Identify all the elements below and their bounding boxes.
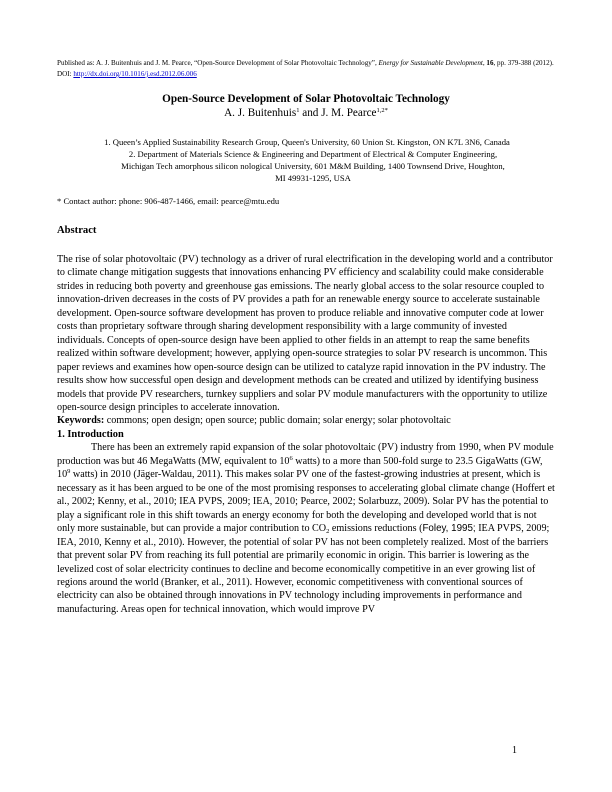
intro-sup-2: 9 — [67, 468, 71, 476]
keywords-list: commons; open design; open source; public domain; solar energy; solar photovoltaic — [104, 415, 451, 427]
affiliation-2-line-2: Michigan Tech amorphous silicon nological University, 601 M&M Building, 1400 Townsend Drive, Houghton, — [121, 161, 505, 171]
citation-volume: 16 — [486, 59, 494, 67]
citation-sep: , — [482, 59, 487, 67]
citation-journal: Energy for Sustainable Development — [378, 59, 483, 67]
intro-text-2: watts) to a more than 500-fold surge to 23.5 GigaWatts (GW, 10 — [57, 455, 543, 481]
intro-sup-1: 6 — [289, 454, 293, 462]
citation-prefix: Published as: A. J. Buitenhuis and J. M. Pearce, “Open-Source Development of Solar Photovoltaic Technology”, — [57, 59, 379, 67]
affiliation-2-line-3: MI 49931-1295, USA — [275, 173, 351, 183]
intro-citation-foley: Foley, 1995; — [422, 523, 476, 535]
page-number: 1 — [512, 745, 517, 756]
author-1: A. J. Buitenhuis — [224, 107, 297, 119]
citation-pages: , pp. 379-388 (2012). DOI: — [57, 59, 554, 78]
introduction-paragraph — [57, 441, 556, 616]
intro-text-3: watts) in 2010 (Jäger-Waldau, 2011). This makes solar PV one of the fastest-growing industries at present, which is necessary as it has been argued to be one of the most promising responses to accelerating global climate change (Hoffert et al., 2002; Kenny, et al., 2010; IEA PVPS, 2009; IEA, 2010; Pearce, 2002; Solarbuzz, 2009). Solar PV has the potential to play a significant role in this shift towards an energy economy for both the developing and developed world that is not only more sustainable, but can provide a major contribution to CO — [57, 469, 555, 535]
author-and: and — [299, 107, 322, 119]
intro-text-4: emissions reductions ( — [329, 523, 423, 535]
keywords — [57, 414, 556, 427]
author-2-affil: 1,2* — [376, 107, 388, 114]
keywords-label: Keywords: — [57, 415, 105, 427]
doi-link[interactable]: http://dx.doi.org/10.1016/j.esd.2012.06.006 — [73, 70, 197, 78]
author-line — [0, 106, 612, 120]
affiliation-2-line-1: 2. Department of Materials Science & Engineering and Department of Electrical & Computer Engineering, — [128, 149, 498, 159]
paper-title: Open-Source Development of Solar Photovoltaic Technology — [162, 93, 450, 105]
abstract-heading: Abstract — [57, 225, 97, 236]
body-text — [57, 253, 556, 616]
intro-text-5: IEA PVPS, 2009; IEA, 2010, Kenny et al., 2010). However, the potential of solar PV has not been completely realized. Most of the barriers that prevent solar PV from reaching its full potential are primarily economic in origin. This barrier is lowering as the levelized cost of solar electricity continues to decline and become economically competitive in an ever growing list of regions around the world (Branker, et al., 2011). However, economic competitiveness with conventional sources of electricity can also be obtained through innovations in PV technology including improvements in performance and manufacturing. Areas open for technical innovation, which would improve PV — [57, 523, 550, 615]
abstract-paragraph: The rise of solar photovoltaic (PV) technology as a driver of rural electrification in the developing world and a contributor to climate change mitigation suggests that innovations enhancing PV efficiency and scalability could make considerable strides in reducing both poverty and greenhouse gas emissions. The nearly global access to the solar resource coupled to innovation-driven decreases in the costs of PV provides a path for an renewable energy source to accelerate sustainable development. Open-source software development has proven to produce reliable and innovative computer code at lower costs than proprietary software through sharing development responsibility with a large community of invested individuals. Concepts of open-source design have been applied to other fields in an attempt to reap the same benefits realized within software development; however, applying open-source strategies to solar PV research is uncommon. This paper reviews and examines how open-source design can be utilized to catalyze rapid innovation in the PV industry. The results show how successful open design and development methods can be created and utilized by identifying business models that provide PV researchers, turnkey suppliers and solar PV module manufacturers with the opportunity to utilize open-source design principles to accelerate innovation. — [57, 254, 553, 413]
contact-author: * Contact author: phone: 906-487-1466, email: pearce@mtu.edu — [57, 196, 280, 206]
intro-sub-1: 2 — [326, 528, 330, 536]
affiliations — [57, 136, 557, 184]
author-1-affil: 1 — [296, 107, 300, 114]
citation-note — [57, 58, 557, 80]
affiliation-1: 1. Queen’s Applied Sustainability Research Group, Queen's University, 60 Union St. Kingston, ON K7L 3N6, Canada — [104, 137, 510, 147]
author-2: J. M. Pearce — [321, 107, 377, 119]
intro-text-1: There has been an extremely rapid expansion of the solar photovoltaic (PV) industry from 1990, when PV module production was but 46 MegaWatts (MW, equivalent to 10 — [57, 442, 554, 467]
section-heading-introduction: 1. Introduction — [57, 428, 124, 440]
